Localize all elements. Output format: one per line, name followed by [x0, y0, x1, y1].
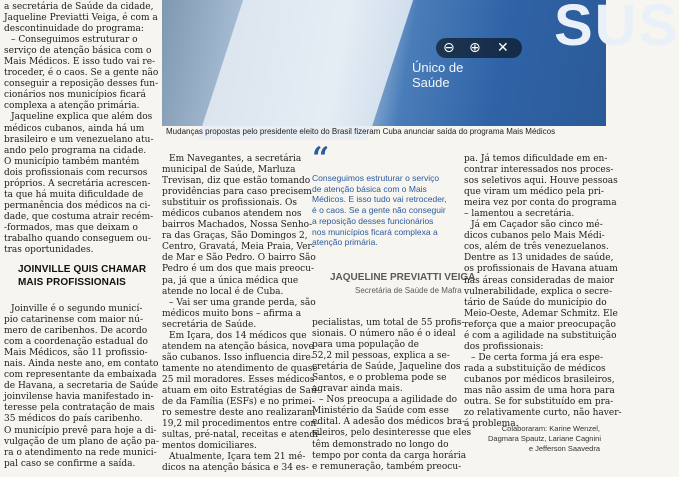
text-line: vulgação de um plano de ação pa-	[4, 436, 159, 447]
text-line: Em Navegantes, a secretária	[169, 154, 302, 164]
text-line: próprios. A secretária acrescen-	[4, 178, 151, 189]
text-line: atendem na atenção básica, nove	[162, 341, 314, 352]
text-line: que viram um médico pela pri-	[464, 187, 604, 198]
column-3	[312, 318, 472, 473]
text-line: Trevisan, diz que estão tomando	[162, 176, 311, 187]
text-line: cubanos por médicos brasileiros,	[464, 374, 615, 385]
quote-mark: “	[312, 141, 330, 176]
collaborators-credit	[488, 424, 600, 454]
text-line: médicos muito bons – afirma a	[162, 308, 302, 319]
text-line: Mais Médicos. E isso tudo vai re-	[4, 57, 156, 68]
text-line: Dentre as 13 unidades de saúde,	[464, 253, 614, 264]
text-line: os profissionais de Havana atuam	[464, 264, 618, 275]
text-line: tempo por conta da carga horária	[312, 450, 467, 461]
text-line: ando pelo programa na cidade.	[4, 145, 147, 156]
text-line: médicos cubanos atendem nos	[162, 209, 302, 220]
text-line: providências para caso precisem	[162, 187, 312, 198]
credit-line: Colaboraram: Karine Wenzel,	[501, 424, 600, 433]
text-line: atende no local é de Cuba.	[162, 286, 284, 297]
text-line: descontinuidade do programa:	[4, 24, 144, 35]
pull-quote-line: atenção primária.	[312, 237, 378, 248]
text-line: substituir os profissionais. Os	[162, 198, 298, 209]
text-line: para uma população de	[312, 340, 419, 351]
zoom-out-icon[interactable]: ⊖	[443, 40, 455, 56]
text-line: mentos domiciliares.	[162, 441, 257, 452]
text-line: sos seletivos aqui. Houve pessoas	[464, 176, 618, 187]
text-line: meira vez por conta do programa	[464, 198, 617, 209]
pull-quote-line: é o caos. Se a gente não conseguir	[312, 205, 446, 216]
text-line: dicos na atenção básica e 34 es-	[162, 463, 309, 474]
text-line: -formados, mas que deixam o	[4, 222, 138, 233]
text-line: dade, que costuma atrair recém-	[4, 211, 154, 222]
text-line: pio catarinense com maior nú-	[4, 315, 144, 326]
text-line: pecialistas, um total de 55 profis-	[312, 318, 465, 328]
zoom-in-icon[interactable]: ⊕	[469, 40, 481, 56]
text-line: 35 médicos do país caribenho.	[4, 414, 143, 425]
text-line: nais. Ainda neste ano, em contato	[4, 359, 159, 370]
text-line: sionais. O número não é o ideal	[312, 329, 456, 340]
text-line: cionários nos municípios ficará	[4, 90, 146, 101]
text-line: tamente no atendimento de quase	[162, 363, 318, 374]
pull-quote-line: nos municípios ficará complexa a	[312, 226, 438, 237]
text-line: pal caso se confirme a saída.	[4, 458, 136, 469]
text-line: Jaqueline Previatti Veiga, é com a	[4, 13, 158, 24]
pull-quote	[312, 173, 447, 248]
text-line: agravar ainda mais.	[312, 384, 403, 395]
text-line: atuam em oito Estratégias de Saú-	[162, 385, 320, 396]
text-line: teresse pela contratação de mais	[4, 403, 155, 414]
column-2	[162, 154, 322, 474]
pull-quote-line: a reposição desses funcionários	[312, 215, 434, 226]
text-line: troceder, é o caos. Se a gente não	[4, 68, 159, 79]
pull-quote-line: Médicos. E isso tudo vai retroceder,	[312, 194, 447, 205]
text-line: de Havana, a secretaria de Saúde	[4, 381, 159, 392]
text-line: mas não assim de uma hora para	[464, 385, 615, 396]
section-heading: JOINVILLE QUIS CHAMAR MAIS PROFISSIONAIS	[18, 264, 147, 288]
credit-line: Dagmara Spautz, Lariane Cagnini	[488, 434, 601, 443]
text-line: médicos cubanos, ainda há um	[4, 123, 145, 134]
sign-subtitle: Único de Saúde	[412, 60, 464, 90]
text-line: secretária de Saúde.	[162, 319, 257, 330]
text-line: tras oportunidades.	[4, 245, 94, 256]
text-line: – Nos preocupa a agilidade do	[319, 395, 458, 406]
text-line: O município prevê para hoje a di-	[4, 425, 157, 436]
text-line: 19,2 mil procedimentos entre con-	[162, 419, 320, 430]
text-line: mero de caribenhos. De acordo	[4, 326, 148, 337]
text-line: com a coordenação estadual do	[4, 337, 148, 348]
text-line: serviço de atenção básica com o	[4, 46, 152, 57]
text-line: com representante da embaixada	[4, 370, 157, 381]
text-line: ra o atendimento na rede munici-	[4, 447, 157, 458]
text-line: Joinville é o segundo municí-	[11, 304, 143, 314]
pull-quote-name: JAQUELINE PREVIATTI VEIGA	[330, 272, 476, 283]
column-4	[464, 154, 622, 430]
text-line: ta que há muita dificuldade de	[4, 189, 144, 200]
text-line: de Mar e São Pedro. O bairro São	[162, 253, 316, 264]
credit-line: e Jefferson Saavedra	[528, 444, 600, 453]
text-line: Santos, e o problema pode se	[312, 373, 447, 384]
text-line: vulnerabilidade, explica o secre-	[464, 286, 613, 297]
text-line: Atualmente, Içara tem 21 mé-	[169, 452, 306, 463]
text-line: rada a substituição de médicos	[464, 363, 606, 374]
text-line: – Vai ser uma grande perda, são	[169, 297, 316, 308]
image-viewer-controls	[436, 38, 522, 58]
text-line: 52,2 mil pessoas, explica a se-	[312, 351, 450, 362]
text-line: cos, além de três venezuelanos.	[464, 242, 609, 253]
text-line: a secretária de Saúde da cidade,	[4, 2, 154, 12]
text-line: conseguir a reposição desses fun-	[4, 79, 159, 90]
sign-text: SUS	[554, 0, 679, 58]
text-line: zo relativamente curto, não haver-	[464, 408, 622, 419]
text-line: sileiros, pelo desinteresse que eles	[312, 428, 472, 439]
photo-caption: Mudanças propostas pelo presidente eleito do Brasil fizeram Cuba anunciar saída do programa Mais Médicos	[166, 127, 556, 136]
text-line: bairros Machados, Nossa Senho-	[162, 220, 313, 231]
text-line: dicos cubanos pelo Mais Médi-	[464, 231, 605, 242]
text-line: Meio-Oeste, Ademar Schmitz. Ele	[464, 308, 618, 319]
text-line: edital. A adesão dos médicos bra-	[312, 417, 466, 428]
text-line: Ministério da Saúde com esse	[312, 406, 449, 417]
text-line: á problema.	[464, 419, 519, 430]
text-line: Em Içara, dos 14 médicos que	[169, 330, 307, 341]
text-line: outra. Se for substituído em pra-	[464, 397, 614, 408]
text-line: de da Família (ESFs) e no primei-	[162, 397, 315, 408]
text-line: tário de Saúde do município do	[464, 297, 607, 308]
text-line: ro semestre deste ano realizaram	[162, 408, 316, 419]
text-line: complexa a atenção primária.	[4, 101, 140, 112]
news-photo	[162, 0, 679, 126]
text-line: – Conseguimos estruturar o	[11, 35, 138, 46]
text-line: pa. Já temos dificuldade em en-	[464, 154, 608, 164]
text-line: Centro, Gravatá, Meia Praia, Ver-	[162, 242, 315, 253]
text-line: permanência dos médicos na ci-	[4, 200, 151, 211]
text-line: joinvilense havia manifestado in-	[4, 392, 154, 403]
sign-backdrop	[198, 0, 417, 140]
text-line: O município também mantém	[4, 156, 140, 167]
text-line: pa, já que a única médica que	[162, 275, 299, 286]
text-line: têm demonstrado no longo do	[312, 439, 449, 450]
text-line: contrar interessados nos proces-	[464, 165, 614, 176]
text-line: e remuneração, também preocu-	[312, 461, 462, 472]
text-line: ra das Graças, São Domingos 2,	[162, 231, 308, 242]
text-line: cretária de Saúde, Jaqueline dos	[312, 362, 461, 373]
column-1-top	[4, 2, 159, 256]
text-line: Mais Médicos, são 11 profissio-	[4, 348, 148, 359]
text-line: Pedro é um dos que mais preocu-	[162, 264, 315, 275]
text-line: – lamentou a secretária.	[464, 209, 575, 220]
text-line: dois profissionais com recursos	[4, 167, 148, 178]
pull-quote-line: de atenção básica com o Mais	[312, 183, 427, 194]
text-line: nas áreas consideradas de maior	[464, 275, 615, 286]
text-line: trabalho quando conseguem ou-	[4, 233, 151, 244]
text-line: Jaqueline explica que além dos	[11, 112, 153, 123]
pull-quote-role: Secretária de Saúde de Mafra	[355, 286, 462, 295]
text-line: são cubanos. Isso influencia dire-	[162, 352, 314, 363]
text-line: brasileiro e um venezuelano atu-	[4, 134, 154, 145]
pull-quote-line: Conseguimos estruturar o serviço	[312, 173, 440, 183]
text-line: sultas, pré-natal, receitas e atendi-	[162, 430, 322, 441]
close-icon[interactable]: ✕	[497, 40, 509, 56]
text-line: dos profissionais:	[464, 341, 544, 352]
text-line: 25 mil moradores. Esses médicos	[162, 374, 315, 385]
column-1-bottom	[4, 304, 159, 470]
text-line: Já em Caçador são cinco mé-	[471, 220, 603, 231]
text-line: é com a agilidade na substituição	[464, 330, 617, 341]
text-line: – De certa forma já era espe-	[471, 352, 604, 363]
text-line: municipal de Saúde, Marluza	[162, 165, 296, 176]
text-line: reforça que a maior preocupação	[464, 319, 616, 330]
